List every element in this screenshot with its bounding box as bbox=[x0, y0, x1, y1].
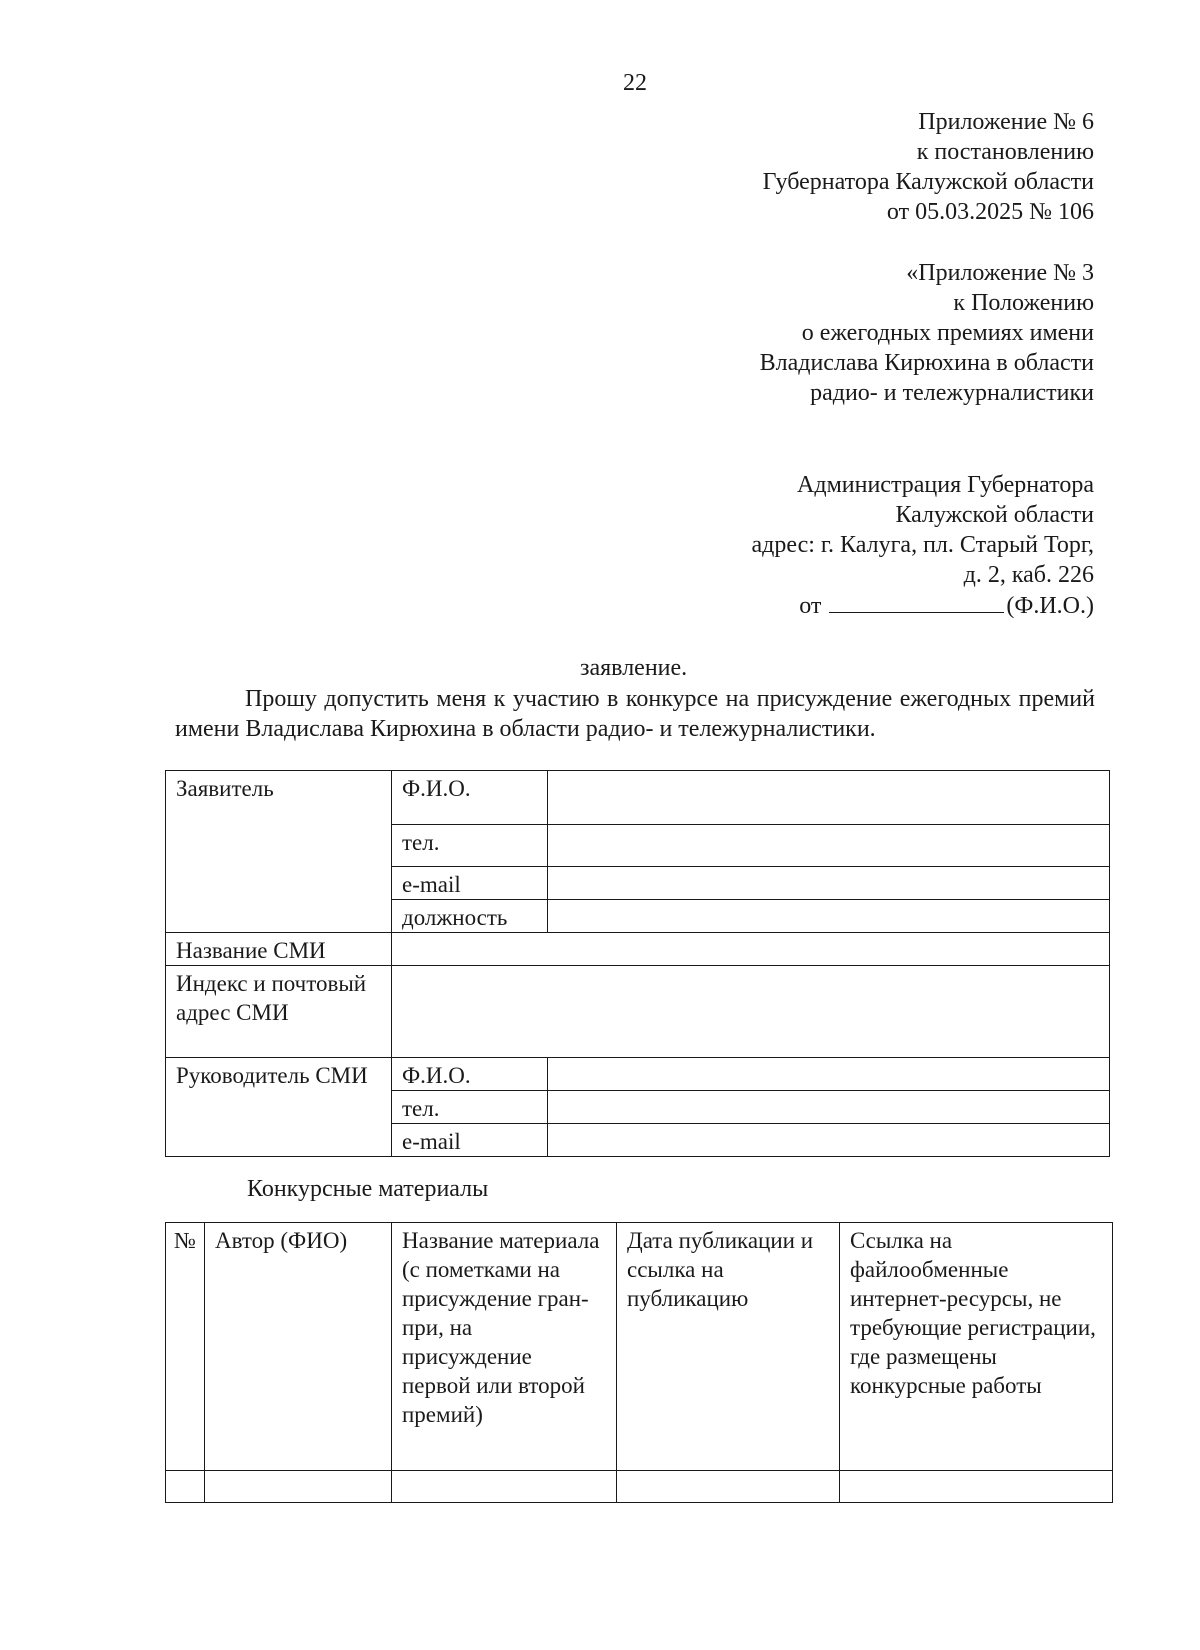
annex-6-line: Приложение № 6 bbox=[918, 109, 1094, 135]
head-email-label: e-mail bbox=[392, 1124, 548, 1157]
addressee-block bbox=[751, 470, 1094, 621]
addressee-line: д. 2, каб. 226 bbox=[963, 562, 1094, 588]
applicant-position-field[interactable] bbox=[548, 900, 1110, 933]
statement-body bbox=[175, 684, 1095, 744]
annex-6-line: Губернатора Калужской области bbox=[762, 169, 1094, 195]
head-phone-field[interactable] bbox=[548, 1091, 1110, 1124]
header-publication-date: Дата публикации и ссылка на публикацию bbox=[617, 1223, 840, 1471]
header-file-link: Ссылка на файлообменные интернет-ресурсы, не требующие регистрации, где размещены конкурсные работы bbox=[840, 1223, 1113, 1471]
applicant-label: Заявитель bbox=[166, 771, 392, 933]
material-title-field[interactable] bbox=[392, 1471, 617, 1503]
annex-6-line: к постановлению bbox=[916, 139, 1094, 165]
annex-6-header bbox=[763, 107, 1094, 227]
media-address-label: Индекс и почтовый адрес СМИ bbox=[166, 966, 392, 1058]
annex-3-line: к Положению bbox=[953, 290, 1094, 316]
addressee-line: Администрация Губернатора bbox=[797, 472, 1094, 498]
from-line bbox=[751, 590, 1094, 621]
applicant-phone-field[interactable] bbox=[548, 825, 1110, 867]
annex-6-line: от 05.03.2025 № 106 bbox=[886, 199, 1094, 225]
statement-text: Прошу допустить меня к участию в конкурсе на присуждение ежегодных премий имени Владислава Кирюхина в области радио- и тележурналистики. bbox=[175, 686, 1095, 742]
header-material-title: Название материала (с пометками на присуждение гран-при, на присуждение первой или второй премий) bbox=[392, 1223, 617, 1471]
from-label: от bbox=[799, 593, 822, 619]
head-fio-field[interactable] bbox=[548, 1058, 1110, 1091]
media-address-field[interactable] bbox=[392, 966, 1110, 1058]
annex-3-header bbox=[760, 258, 1094, 408]
head-phone-label: тел. bbox=[392, 1091, 548, 1124]
media-head-label: Руководитель СМИ bbox=[166, 1058, 392, 1157]
applicant-fio-label: Ф.И.О. bbox=[392, 771, 548, 825]
annex-3-line: радио- и тележурналистики bbox=[810, 380, 1094, 406]
statement-title: заявление. bbox=[580, 655, 688, 681]
addressee-line: адрес: г. Калуга, пл. Старый Торг, bbox=[751, 532, 1094, 558]
applicant-position-label: должность bbox=[392, 900, 548, 933]
material-number-field[interactable] bbox=[166, 1471, 205, 1503]
annex-3-line: о ежегодных премиях имени bbox=[801, 320, 1094, 346]
addressee-line: Калужской области bbox=[895, 502, 1094, 528]
material-date-field[interactable] bbox=[617, 1471, 840, 1503]
media-name-label: Название СМИ bbox=[166, 933, 392, 966]
page-number: 22 bbox=[623, 70, 647, 96]
materials-heading: Конкурсные материалы bbox=[247, 1176, 489, 1202]
head-email-field[interactable] bbox=[548, 1124, 1110, 1157]
header-number: № bbox=[166, 1223, 205, 1471]
applicant-phone-label: тел. bbox=[392, 825, 548, 867]
head-fio-label: Ф.И.О. bbox=[392, 1058, 548, 1091]
applicant-email-label: e-mail bbox=[392, 867, 548, 900]
fio-blank-field[interactable] bbox=[829, 590, 1004, 613]
applicant-fio-field[interactable] bbox=[548, 771, 1110, 825]
header-author: Автор (ФИО) bbox=[205, 1223, 392, 1471]
applicant-table bbox=[165, 770, 1110, 1157]
media-name-field[interactable] bbox=[392, 933, 1110, 966]
materials-table bbox=[165, 1222, 1113, 1503]
material-author-field[interactable] bbox=[205, 1471, 392, 1503]
material-link-field[interactable] bbox=[840, 1471, 1113, 1503]
annex-3-line: «Приложение № 3 bbox=[906, 260, 1094, 286]
from-suffix: (Ф.И.О.) bbox=[1006, 593, 1094, 619]
applicant-email-field[interactable] bbox=[548, 867, 1110, 900]
annex-3-line: Владислава Кирюхина в области bbox=[759, 350, 1094, 376]
